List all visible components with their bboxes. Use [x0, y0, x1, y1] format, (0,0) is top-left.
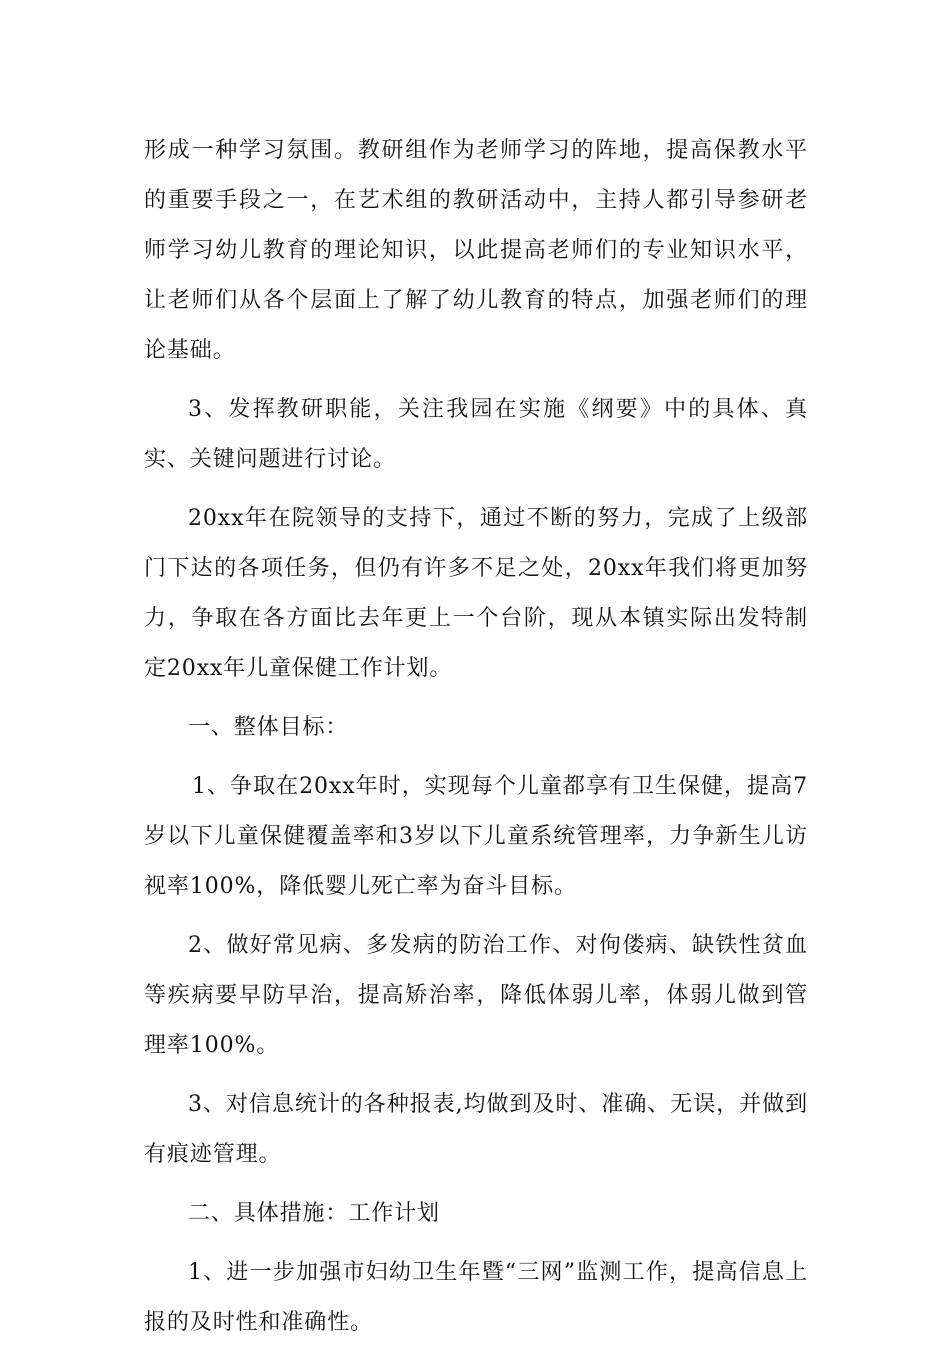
paragraph-goal-1: 1、争取在20xx年时，实现每个儿童都享有卫生保健，提高7岁以下儿童保健覆盖率和3岁以下儿童系统管理率，力争新生儿访视率100%，降低婴儿死亡率为奋斗目标。: [144, 774, 808, 899]
paragraph-goal-3: 3、对信息统计的各种报表,均做到及时、准确、无误，并做到有痕迹管理。: [144, 1092, 808, 1167]
heading-specific-measures: 二、具体措施：工作计划: [188, 1201, 440, 1226]
paragraph-item-3-teaching-research: 3、发挥教研职能，关注我园在实施《纲要》中的具体、真实、关键问题进行讨论。: [144, 397, 808, 472]
paragraph-measure-1: 1、进一步加强市妇幼卫生年暨“三网”监测工作，提高信息上报的及时性和准确性。: [144, 1260, 808, 1335]
paragraph-continuation: 形成一种学习氛围。教研组作为老师学习的阵地，提高保教水平的重要手段之一，在艺术组的教研活动中，主持人都引导参研老师学习幼儿教育的理论知识，以此提高老师们的专业知识水平，让老师们从各个层面上了解了幼儿教育的特点，加强老师们的理论基础。: [144, 138, 808, 363]
heading-overall-goals: 一、整体目标：: [188, 715, 349, 740]
paragraph-intro-plan: 20xx年在院领导的支持下，通过不断的努力，完成了上级部门下达的各项任务，但仍有许多不足之处，20xx年我们将更加努力，争取在各方面比去年更上一个台阶，现从本镇实际出发特制定20xx年儿童保健工作计划。: [144, 506, 808, 681]
paragraph-goal-2: 2、做好常见病、多发病的防治工作、对佝偻病、缺铁性贫血等疾病要早防早治，提高矫治率，降低体弱儿率，体弱儿做到管理率100%。: [144, 933, 808, 1058]
document-body: [144, 126, 808, 1357]
